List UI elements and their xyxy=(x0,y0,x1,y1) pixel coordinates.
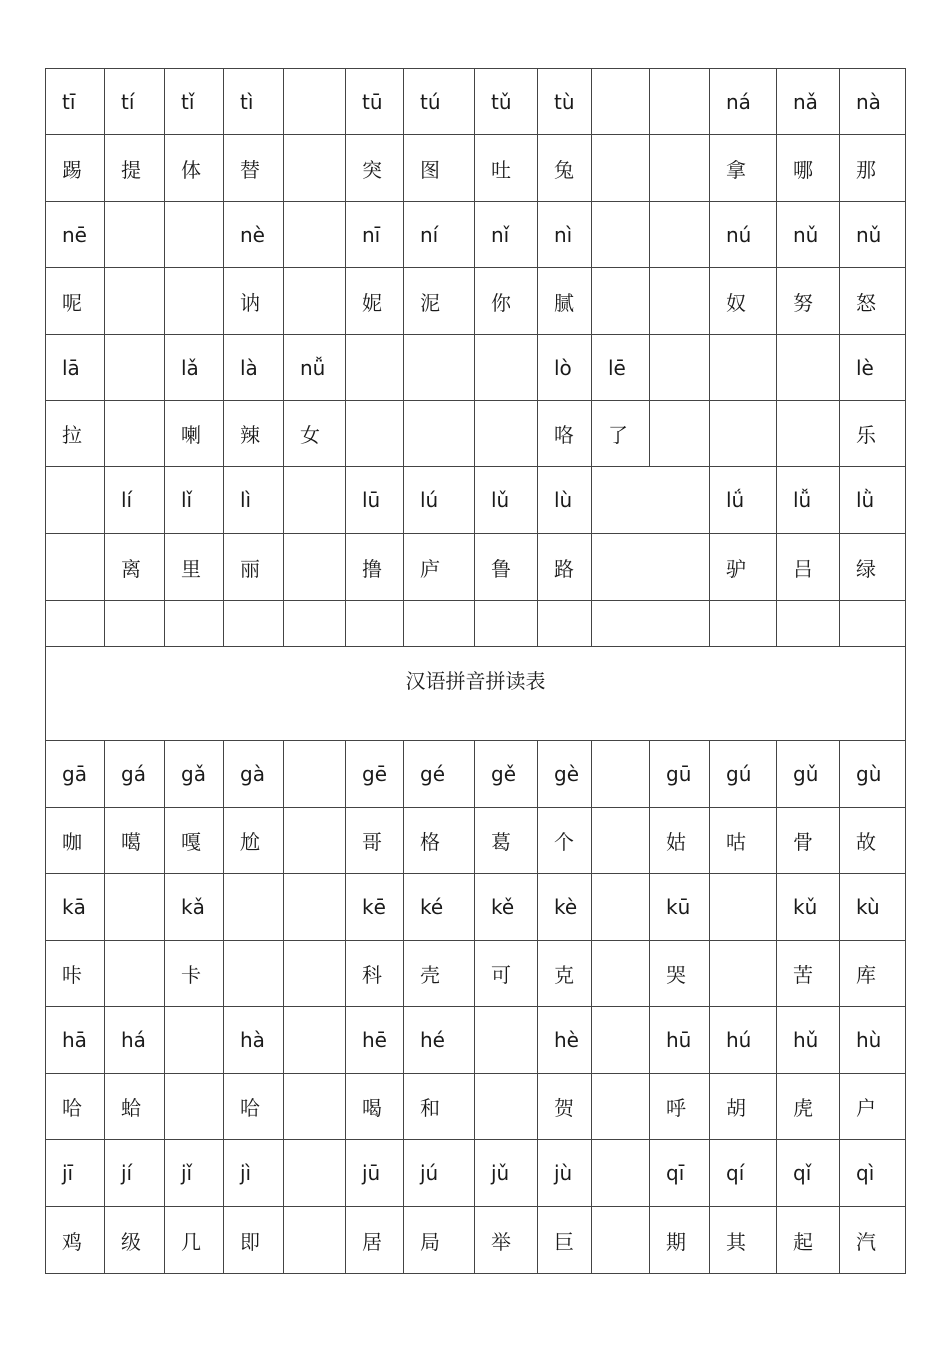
table-cell xyxy=(346,401,404,467)
table-cell: jú xyxy=(404,1140,475,1207)
table-cell: 举 xyxy=(475,1207,538,1274)
table-row xyxy=(46,534,906,601)
table-cell: 巨 xyxy=(538,1207,592,1274)
table-cell: lǎ xyxy=(165,335,224,401)
table-cell: hú xyxy=(710,1007,777,1074)
table-cell: tǐ xyxy=(165,69,224,135)
table-cell: jī xyxy=(46,1140,105,1207)
table-cell xyxy=(710,335,777,401)
table-bottom-section xyxy=(46,741,906,1274)
table-cell xyxy=(592,1007,650,1074)
table-cell: 期 xyxy=(650,1207,710,1274)
table-row xyxy=(46,941,906,1007)
table-cell xyxy=(224,874,284,941)
table-cell: 级 xyxy=(105,1207,165,1274)
table-cell xyxy=(105,268,165,335)
table-cell: 讷 xyxy=(224,268,284,335)
table-cell xyxy=(46,467,105,534)
table-row xyxy=(46,874,906,941)
table-row xyxy=(46,467,906,534)
table-cell: 踢 xyxy=(46,135,105,202)
table-cell: 姑 xyxy=(650,808,710,874)
table-cell: gǎ xyxy=(165,741,224,808)
table-cell: lū xyxy=(346,467,404,534)
table-cell xyxy=(284,808,346,874)
table-cell: 庐 xyxy=(404,534,475,601)
table-cell: 泥 xyxy=(404,268,475,335)
table-cell: 格 xyxy=(404,808,475,874)
table-cell: 绿 xyxy=(840,534,906,601)
table-cell: 乐 xyxy=(840,401,906,467)
table-row xyxy=(46,1007,906,1074)
table-cell xyxy=(592,202,650,268)
table-cell xyxy=(840,601,906,647)
table-cell xyxy=(284,1207,346,1274)
table-cell xyxy=(46,534,105,601)
table-cell: jí xyxy=(105,1140,165,1207)
table-cell: jù xyxy=(538,1140,592,1207)
table-cell xyxy=(777,401,840,467)
table-cell xyxy=(592,268,650,335)
table-cell: 哥 xyxy=(346,808,404,874)
table-row xyxy=(46,741,906,808)
table-cell: 哪 xyxy=(777,135,840,202)
table-cell: 骨 xyxy=(777,808,840,874)
table-cell: 卡 xyxy=(165,941,224,1007)
table-cell: 里 xyxy=(165,534,224,601)
table-cell: nǔ xyxy=(777,202,840,268)
table-cell: kǔ xyxy=(777,874,840,941)
table-cell: nǐ xyxy=(475,202,538,268)
table-cell: nǔ xyxy=(840,202,906,268)
table-cell: gā xyxy=(46,741,105,808)
table-cell: 腻 xyxy=(538,268,592,335)
table-cell: kù xyxy=(840,874,906,941)
table-cell: nà xyxy=(840,69,906,135)
table-cell: 居 xyxy=(346,1207,404,1274)
table-cell: 吐 xyxy=(475,135,538,202)
table-cell: 女 xyxy=(284,401,346,467)
table-row xyxy=(46,401,906,467)
table-cell xyxy=(105,335,165,401)
table-cell: nú xyxy=(710,202,777,268)
table-cell xyxy=(650,69,710,135)
table-cell: 拿 xyxy=(710,135,777,202)
table-cell xyxy=(284,135,346,202)
table-cell: gē xyxy=(346,741,404,808)
table-cell: là xyxy=(224,335,284,401)
table-cell: hē xyxy=(346,1007,404,1074)
table-cell: 哈 xyxy=(224,1074,284,1140)
table-cell xyxy=(650,135,710,202)
table-cell xyxy=(284,941,346,1007)
table-cell: 咖 xyxy=(46,808,105,874)
table-cell xyxy=(105,401,165,467)
table-cell: 喝 xyxy=(346,1074,404,1140)
table-row xyxy=(46,69,906,135)
table-cell xyxy=(165,1074,224,1140)
table-cell xyxy=(284,268,346,335)
table-cell: ké xyxy=(404,874,475,941)
table-cell xyxy=(105,601,165,647)
table-cell xyxy=(475,401,538,467)
table-cell xyxy=(592,601,710,647)
table-cell xyxy=(224,941,284,1007)
table-cell: jǐ xyxy=(165,1140,224,1207)
table-cell: 奴 xyxy=(710,268,777,335)
table-cell: lā xyxy=(46,335,105,401)
table-cell xyxy=(284,1140,346,1207)
table-cell: 替 xyxy=(224,135,284,202)
table-cell: 局 xyxy=(404,1207,475,1274)
table-cell xyxy=(592,1140,650,1207)
table-title-section xyxy=(46,647,906,741)
table-cell xyxy=(650,401,710,467)
table-cell xyxy=(475,1074,538,1140)
table-cell xyxy=(165,202,224,268)
table-cell: 哭 xyxy=(650,941,710,1007)
table-cell: lì xyxy=(224,467,284,534)
table-cell: ná xyxy=(710,69,777,135)
table-cell: 离 xyxy=(105,534,165,601)
table-row xyxy=(46,1140,906,1207)
table-cell: 吕 xyxy=(777,534,840,601)
table-cell: hè xyxy=(538,1007,592,1074)
table-cell xyxy=(165,601,224,647)
table-cell: gè xyxy=(538,741,592,808)
table-cell: tì xyxy=(224,69,284,135)
table-cell xyxy=(777,335,840,401)
table-cell xyxy=(284,202,346,268)
table-cell: tí xyxy=(105,69,165,135)
table-cell: 哈 xyxy=(46,1074,105,1140)
table-cell xyxy=(592,1074,650,1140)
table-cell: 个 xyxy=(538,808,592,874)
table-cell: 那 xyxy=(840,135,906,202)
table-cell: 图 xyxy=(404,135,475,202)
table-cell: 路 xyxy=(538,534,592,601)
table-cell: jū xyxy=(346,1140,404,1207)
table-cell: 拉 xyxy=(46,401,105,467)
table-cell: 丽 xyxy=(224,534,284,601)
table-cell: kè xyxy=(538,874,592,941)
table-cell: lí xyxy=(105,467,165,534)
table-cell: 几 xyxy=(165,1207,224,1274)
table-row xyxy=(46,1207,906,1274)
table-cell: lǔ xyxy=(475,467,538,534)
table-cell: hū xyxy=(650,1007,710,1074)
table-row xyxy=(46,601,906,647)
table-cell: 尬 xyxy=(224,808,284,874)
table-cell xyxy=(346,601,404,647)
table-cell: 喇 xyxy=(165,401,224,467)
table-cell xyxy=(165,1007,224,1074)
table-row xyxy=(46,268,906,335)
table-cell: hǔ xyxy=(777,1007,840,1074)
table-cell xyxy=(404,401,475,467)
table-cell: 呼 xyxy=(650,1074,710,1140)
table-cell xyxy=(284,741,346,808)
table-cell xyxy=(284,1007,346,1074)
table-cell: 咔 xyxy=(46,941,105,1007)
table-cell: lǚ xyxy=(777,467,840,534)
table-row xyxy=(46,1074,906,1140)
table-cell: 葛 xyxy=(475,808,538,874)
table-cell: kē xyxy=(346,874,404,941)
table-cell xyxy=(105,202,165,268)
table-cell: 即 xyxy=(224,1207,284,1274)
table-cell: 努 xyxy=(777,268,840,335)
table-cell: qì xyxy=(840,1140,906,1207)
table-cell xyxy=(592,135,650,202)
table-cell: 咯 xyxy=(538,401,592,467)
table-cell: 克 xyxy=(538,941,592,1007)
table-cell: 怒 xyxy=(840,268,906,335)
table-cell: 蛤 xyxy=(105,1074,165,1140)
pinyin-reading-table xyxy=(45,68,906,1274)
table-cell xyxy=(284,601,346,647)
table-cell: lǜ xyxy=(840,467,906,534)
table-top-section xyxy=(46,69,906,647)
table-cell: gǔ xyxy=(777,741,840,808)
table-cell: 和 xyxy=(404,1074,475,1140)
table-cell: 撸 xyxy=(346,534,404,601)
table-cell: qí xyxy=(710,1140,777,1207)
table-cell: 胡 xyxy=(710,1074,777,1140)
table-cell xyxy=(592,467,710,534)
table-cell: tī xyxy=(46,69,105,135)
table-cell xyxy=(475,601,538,647)
table-cell: gú xyxy=(710,741,777,808)
table-row xyxy=(46,202,906,268)
table-cell: kū xyxy=(650,874,710,941)
table-cell: 虎 xyxy=(777,1074,840,1140)
table-cell: 汽 xyxy=(840,1207,906,1274)
table-cell xyxy=(475,335,538,401)
table-cell: lò xyxy=(538,335,592,401)
table-row xyxy=(46,335,906,401)
table-cell: tǔ xyxy=(475,69,538,135)
table-cell: há xyxy=(105,1007,165,1074)
table-cell: gé xyxy=(404,741,475,808)
table-cell: jì xyxy=(224,1140,284,1207)
table-cell xyxy=(284,534,346,601)
table-cell xyxy=(650,202,710,268)
table-cell: gá xyxy=(105,741,165,808)
table-cell: 库 xyxy=(840,941,906,1007)
table-cell: 噶 xyxy=(105,808,165,874)
table-cell xyxy=(710,941,777,1007)
table-cell: 鲁 xyxy=(475,534,538,601)
table-cell: lē xyxy=(592,335,650,401)
table-cell: nì xyxy=(538,202,592,268)
table-cell: 壳 xyxy=(404,941,475,1007)
table-cell xyxy=(592,534,710,601)
table-cell: lù xyxy=(538,467,592,534)
table-cell: 妮 xyxy=(346,268,404,335)
table-cell: 呢 xyxy=(46,268,105,335)
table-cell: 科 xyxy=(346,941,404,1007)
table-cell: gě xyxy=(475,741,538,808)
table-cell xyxy=(710,601,777,647)
table-cell: 嘎 xyxy=(165,808,224,874)
table-row xyxy=(46,808,906,874)
table-cell: 可 xyxy=(475,941,538,1007)
table-cell: qī xyxy=(650,1140,710,1207)
table-cell xyxy=(346,335,404,401)
table-cell xyxy=(710,874,777,941)
table-cell xyxy=(650,268,710,335)
table-cell xyxy=(105,941,165,1007)
table-cell: jǔ xyxy=(475,1140,538,1207)
table-cell: 提 xyxy=(105,135,165,202)
table-cell: kě xyxy=(475,874,538,941)
table-cell: ní xyxy=(404,202,475,268)
table-cell xyxy=(105,874,165,941)
table-cell: gù xyxy=(840,741,906,808)
table-cell: nē xyxy=(46,202,105,268)
table-cell: nè xyxy=(224,202,284,268)
table-cell xyxy=(592,741,650,808)
table-cell xyxy=(777,601,840,647)
table-cell: lǐ xyxy=(165,467,224,534)
table-cell xyxy=(284,874,346,941)
table-cell: 其 xyxy=(710,1207,777,1274)
table-cell: kǎ xyxy=(165,874,224,941)
table-cell: lǘ xyxy=(710,467,777,534)
table-cell: hé xyxy=(404,1007,475,1074)
table-cell: tú xyxy=(404,69,475,135)
table-cell xyxy=(404,601,475,647)
table-cell: kā xyxy=(46,874,105,941)
table-cell xyxy=(284,69,346,135)
table-cell xyxy=(404,335,475,401)
table-cell: lú xyxy=(404,467,475,534)
table-cell xyxy=(710,401,777,467)
table-cell xyxy=(224,601,284,647)
table-cell xyxy=(538,601,592,647)
table-title: 汉语拼音拼读表 xyxy=(46,647,906,741)
table-cell: gū xyxy=(650,741,710,808)
table-cell: 户 xyxy=(840,1074,906,1140)
table-cell xyxy=(165,268,224,335)
table-cell: tū xyxy=(346,69,404,135)
table-cell xyxy=(592,1207,650,1274)
table-cell: hà xyxy=(224,1007,284,1074)
table-cell: hā xyxy=(46,1007,105,1074)
table-cell xyxy=(592,808,650,874)
table-cell: nǎ xyxy=(777,69,840,135)
table-cell xyxy=(284,1074,346,1140)
table-cell: lè xyxy=(840,335,906,401)
table-cell: qǐ xyxy=(777,1140,840,1207)
table-cell: tù xyxy=(538,69,592,135)
table-row xyxy=(46,135,906,202)
table-cell: 起 xyxy=(777,1207,840,1274)
table-cell: 故 xyxy=(840,808,906,874)
table-cell xyxy=(46,601,105,647)
table-cell xyxy=(592,69,650,135)
table-cell xyxy=(592,874,650,941)
table-cell: 兔 xyxy=(538,135,592,202)
table-cell: 了 xyxy=(592,401,650,467)
table-cell xyxy=(650,335,710,401)
table-cell xyxy=(284,467,346,534)
table-cell: 你 xyxy=(475,268,538,335)
table-cell: 突 xyxy=(346,135,404,202)
table-cell: 鸡 xyxy=(46,1207,105,1274)
table-cell: 咕 xyxy=(710,808,777,874)
table-cell: hù xyxy=(840,1007,906,1074)
table-cell: 驴 xyxy=(710,534,777,601)
table-cell: nī xyxy=(346,202,404,268)
table-cell: gà xyxy=(224,741,284,808)
table-cell: 辣 xyxy=(224,401,284,467)
title-row xyxy=(46,647,906,741)
table-cell: 体 xyxy=(165,135,224,202)
table-cell xyxy=(475,1007,538,1074)
table-cell: 贺 xyxy=(538,1074,592,1140)
table-cell: 苦 xyxy=(777,941,840,1007)
table-cell: nǚ xyxy=(284,335,346,401)
table-cell xyxy=(592,941,650,1007)
